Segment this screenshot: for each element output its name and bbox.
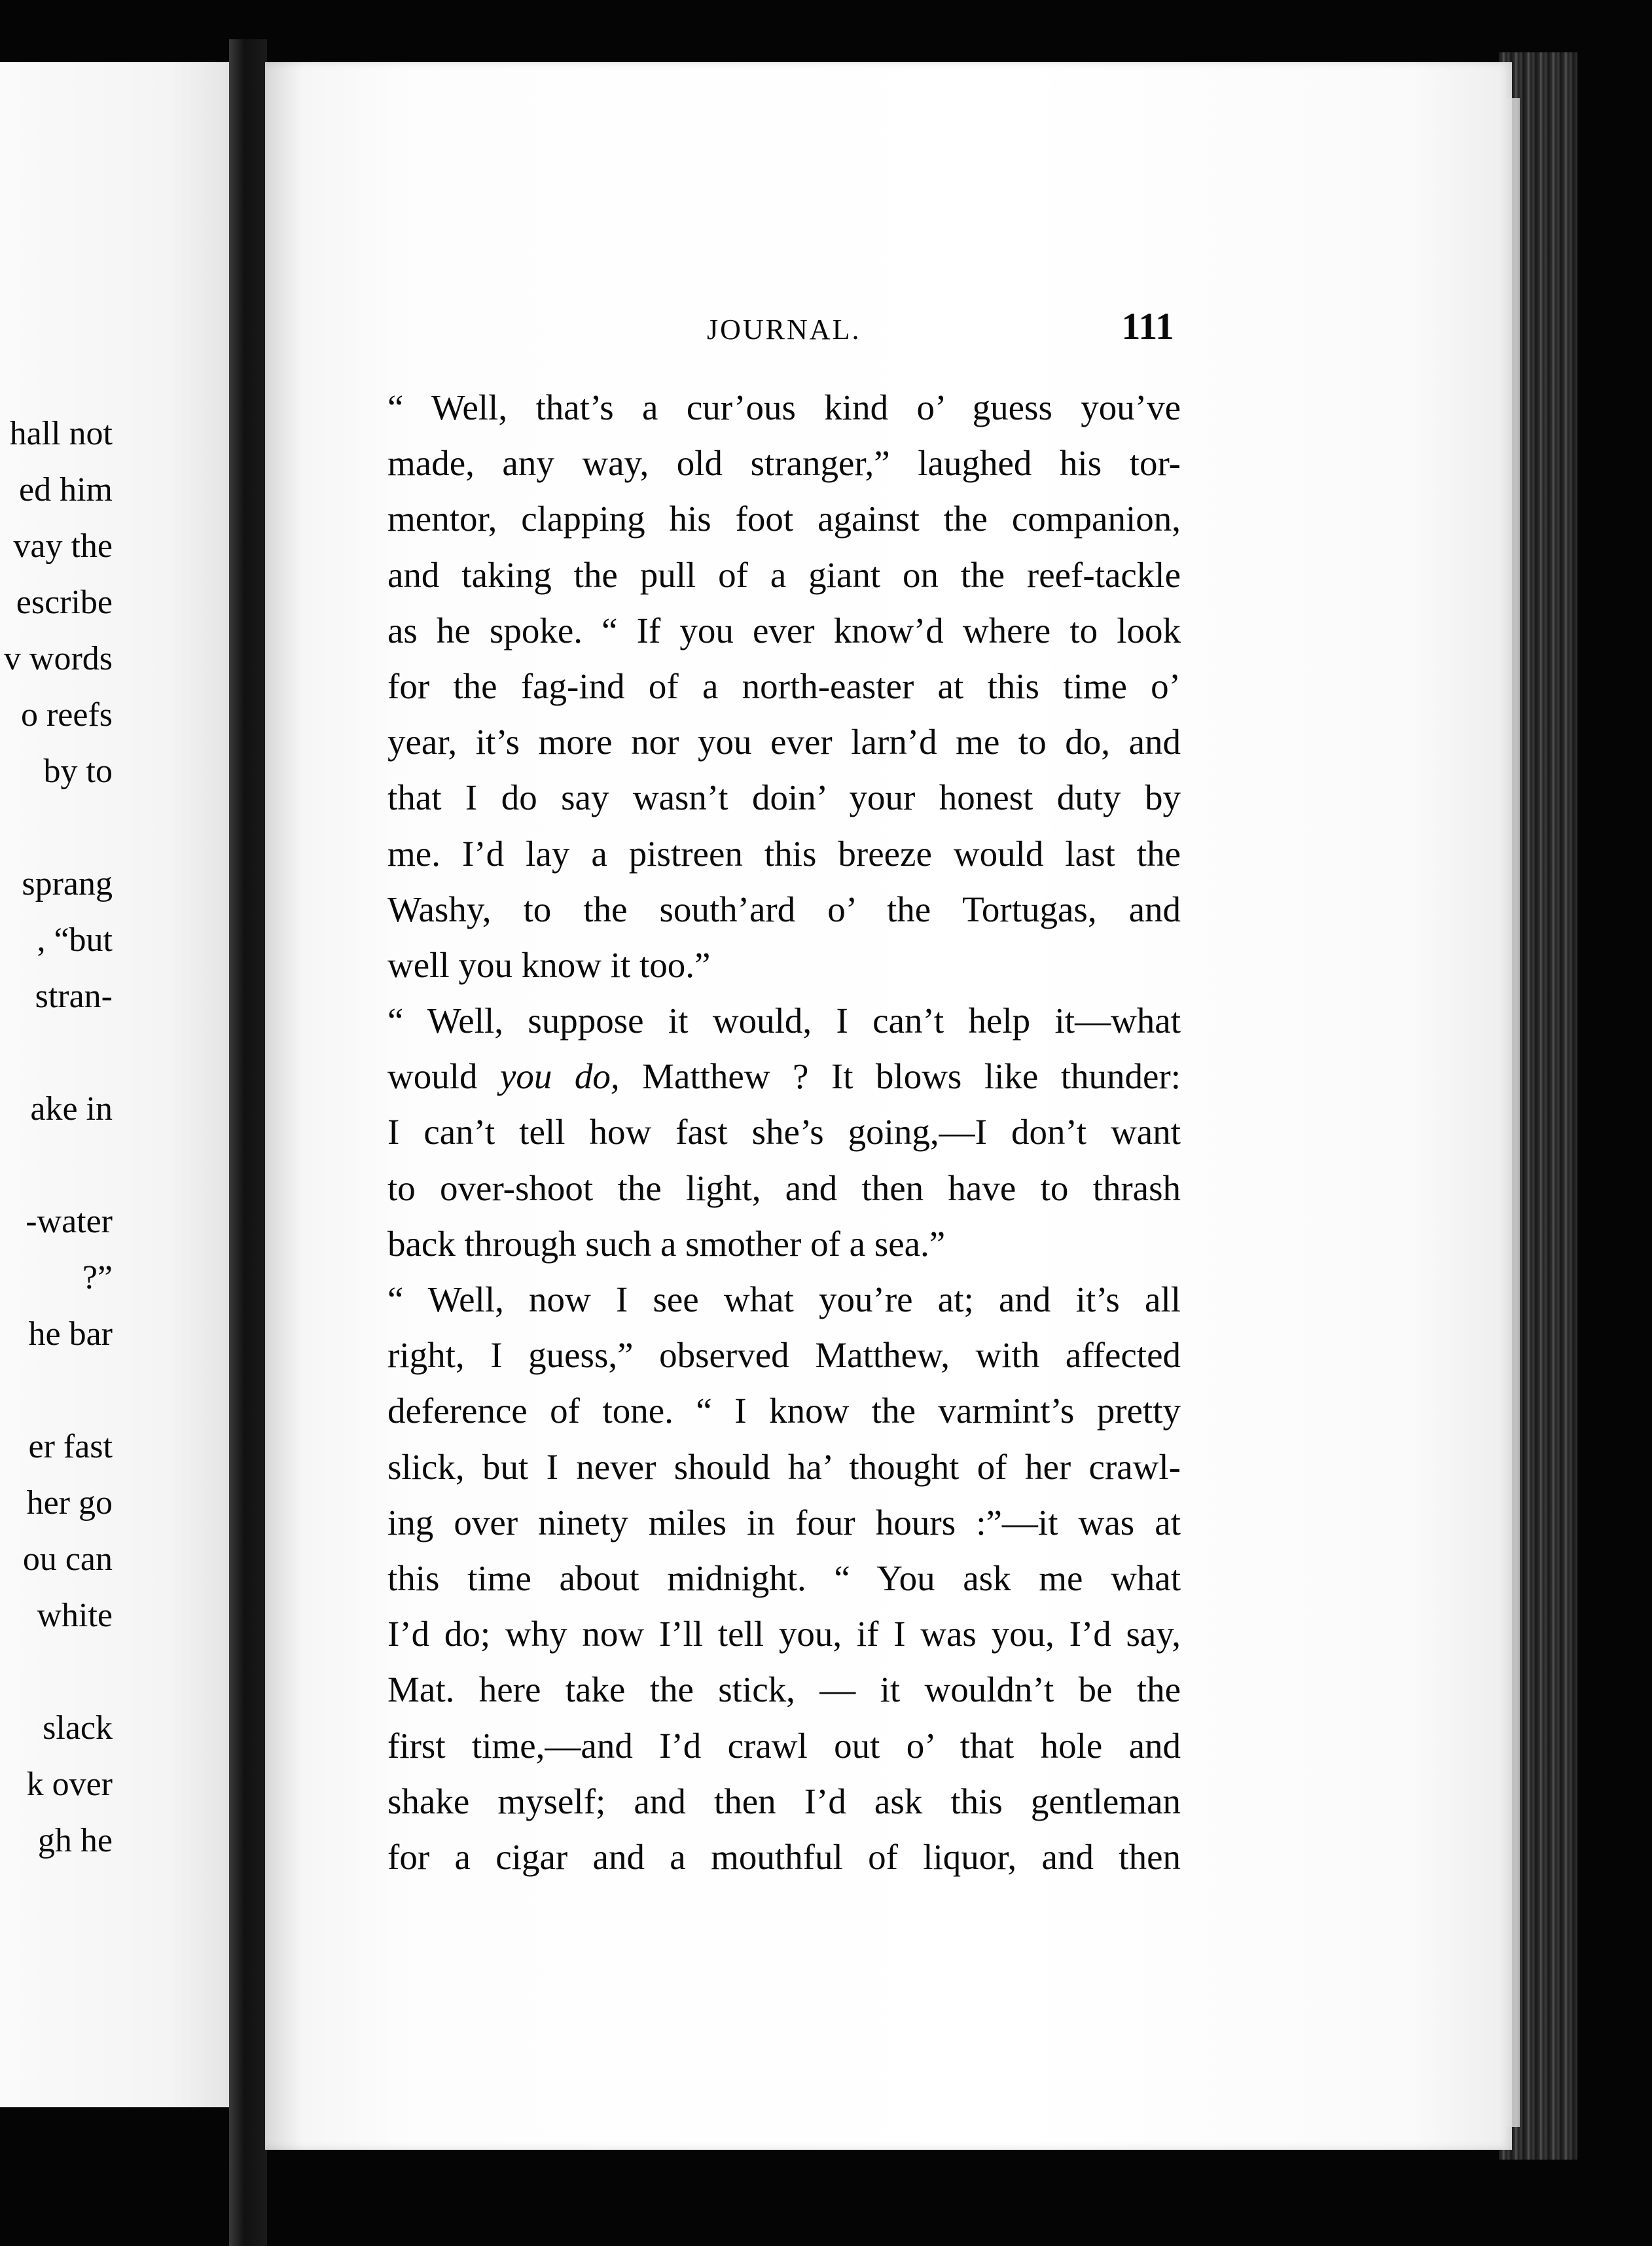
text-line: made, any way, old stranger,” laughed his tor- [387,443,1181,484]
left-line: gh he [37,1822,113,1859]
text-line: Washy, to the south’ard o’ the Tortugas, and [387,889,1181,929]
running-head: JOURNAL. [707,313,861,346]
text-line: deference of tone. “ I know the varmint’s pretty [387,1391,1181,1431]
left-line: escribe [16,584,113,621]
text-line: as he spoke. “ If you ever know’d where to look [387,610,1181,651]
left-line [0,1363,113,1419]
left-line: ed him [19,471,113,508]
text-line: for a cigar and a mouthful of liquor, and then [387,1836,1181,1877]
text-line: I can’t tell how fast she’s going,—I don’t want [387,1112,1181,1152]
text-line: first time,—and I’d crawl out o’ that hole and [387,1725,1181,1766]
text-line: “ Well, that’s a cur’ous kind o’ guess you’ve [387,387,1181,427]
text-line: this time about midnight. “ You ask me what [387,1558,1181,1598]
left-line: slack [43,1709,113,1747]
left-line [0,1025,113,1081]
text-line: Mat. here take the stick, — it wouldn’t be the [387,1669,1181,1710]
left-line: her go [26,1484,113,1522]
left-line: hall not [9,415,113,452]
text-line: I’d do; why now I’ll tell you, if I was you, I’d say, [387,1614,1181,1654]
page-number: 111 [1121,305,1174,348]
text-line: and taking the pull of a giant on the reef-tackle [387,554,1181,595]
text-line: that I do say wasn’t doin’ your honest duty by [387,777,1181,818]
text-line: me. I’d lay a pistreen this breeze would last the [387,833,1181,874]
text-line: “ Well, now I see what you’re at; and it’s all [387,1279,1181,1319]
page-edge-highlight [1505,98,1520,2127]
text-line: slick, but I never should ha’ thought of her crawl- [387,1446,1181,1487]
text-fragment: would [387,1056,500,1097]
text-line: for the fag-ind of a north-easter at this time o’ [387,666,1181,706]
left-line: by to [43,753,113,790]
body-text [387,380,1181,1885]
left-line: white [37,1597,113,1634]
left-line: sprang [22,865,113,902]
left-line: o reefs [20,696,113,734]
left-line [0,800,113,856]
text-line: back through such a smother of a sea.” [387,1223,946,1264]
text-line: ing over ninety miles in four hours :”—it was at [387,1502,1181,1542]
italic-text: you do, [499,1056,620,1097]
text-line: to over-shoot the light, and then have to thrash [387,1168,1181,1208]
text-line: right, I guess,” observed Matthew, with affected [387,1335,1181,1376]
left-line [0,1644,113,1700]
left-line: stran- [35,978,113,1015]
text-line: “ Well, suppose it would, I can’t help it—what [387,1001,1181,1041]
left-line: he bar [28,1315,113,1353]
left-line: er fast [28,1428,113,1465]
left-line: ake in [30,1090,113,1128]
book-gutter [229,39,267,2246]
left-line: -water [26,1203,113,1240]
text-line: year, it’s more nor you ever larn’d me to do, and [387,722,1181,762]
left-page-text [0,406,113,1869]
left-line: , “but [37,921,113,959]
left-facing-page [0,62,243,2107]
text-line: mentor, clapping his foot against the companion, [387,499,1181,539]
left-line: v words [3,640,113,677]
text-line-with-italic [387,1048,1181,1104]
left-line: ou can [22,1541,113,1578]
left-line: ?” [82,1259,113,1296]
left-line [0,1137,113,1194]
text-line: well you know it too.” [387,944,711,985]
left-line: vay the [13,527,113,565]
text-fragment: Matthew ? It blows like thunder: [619,1056,1181,1097]
text-line: shake myself; and then I’d ask this gentleman [387,1781,1181,1821]
left-line: k over [26,1766,113,1803]
